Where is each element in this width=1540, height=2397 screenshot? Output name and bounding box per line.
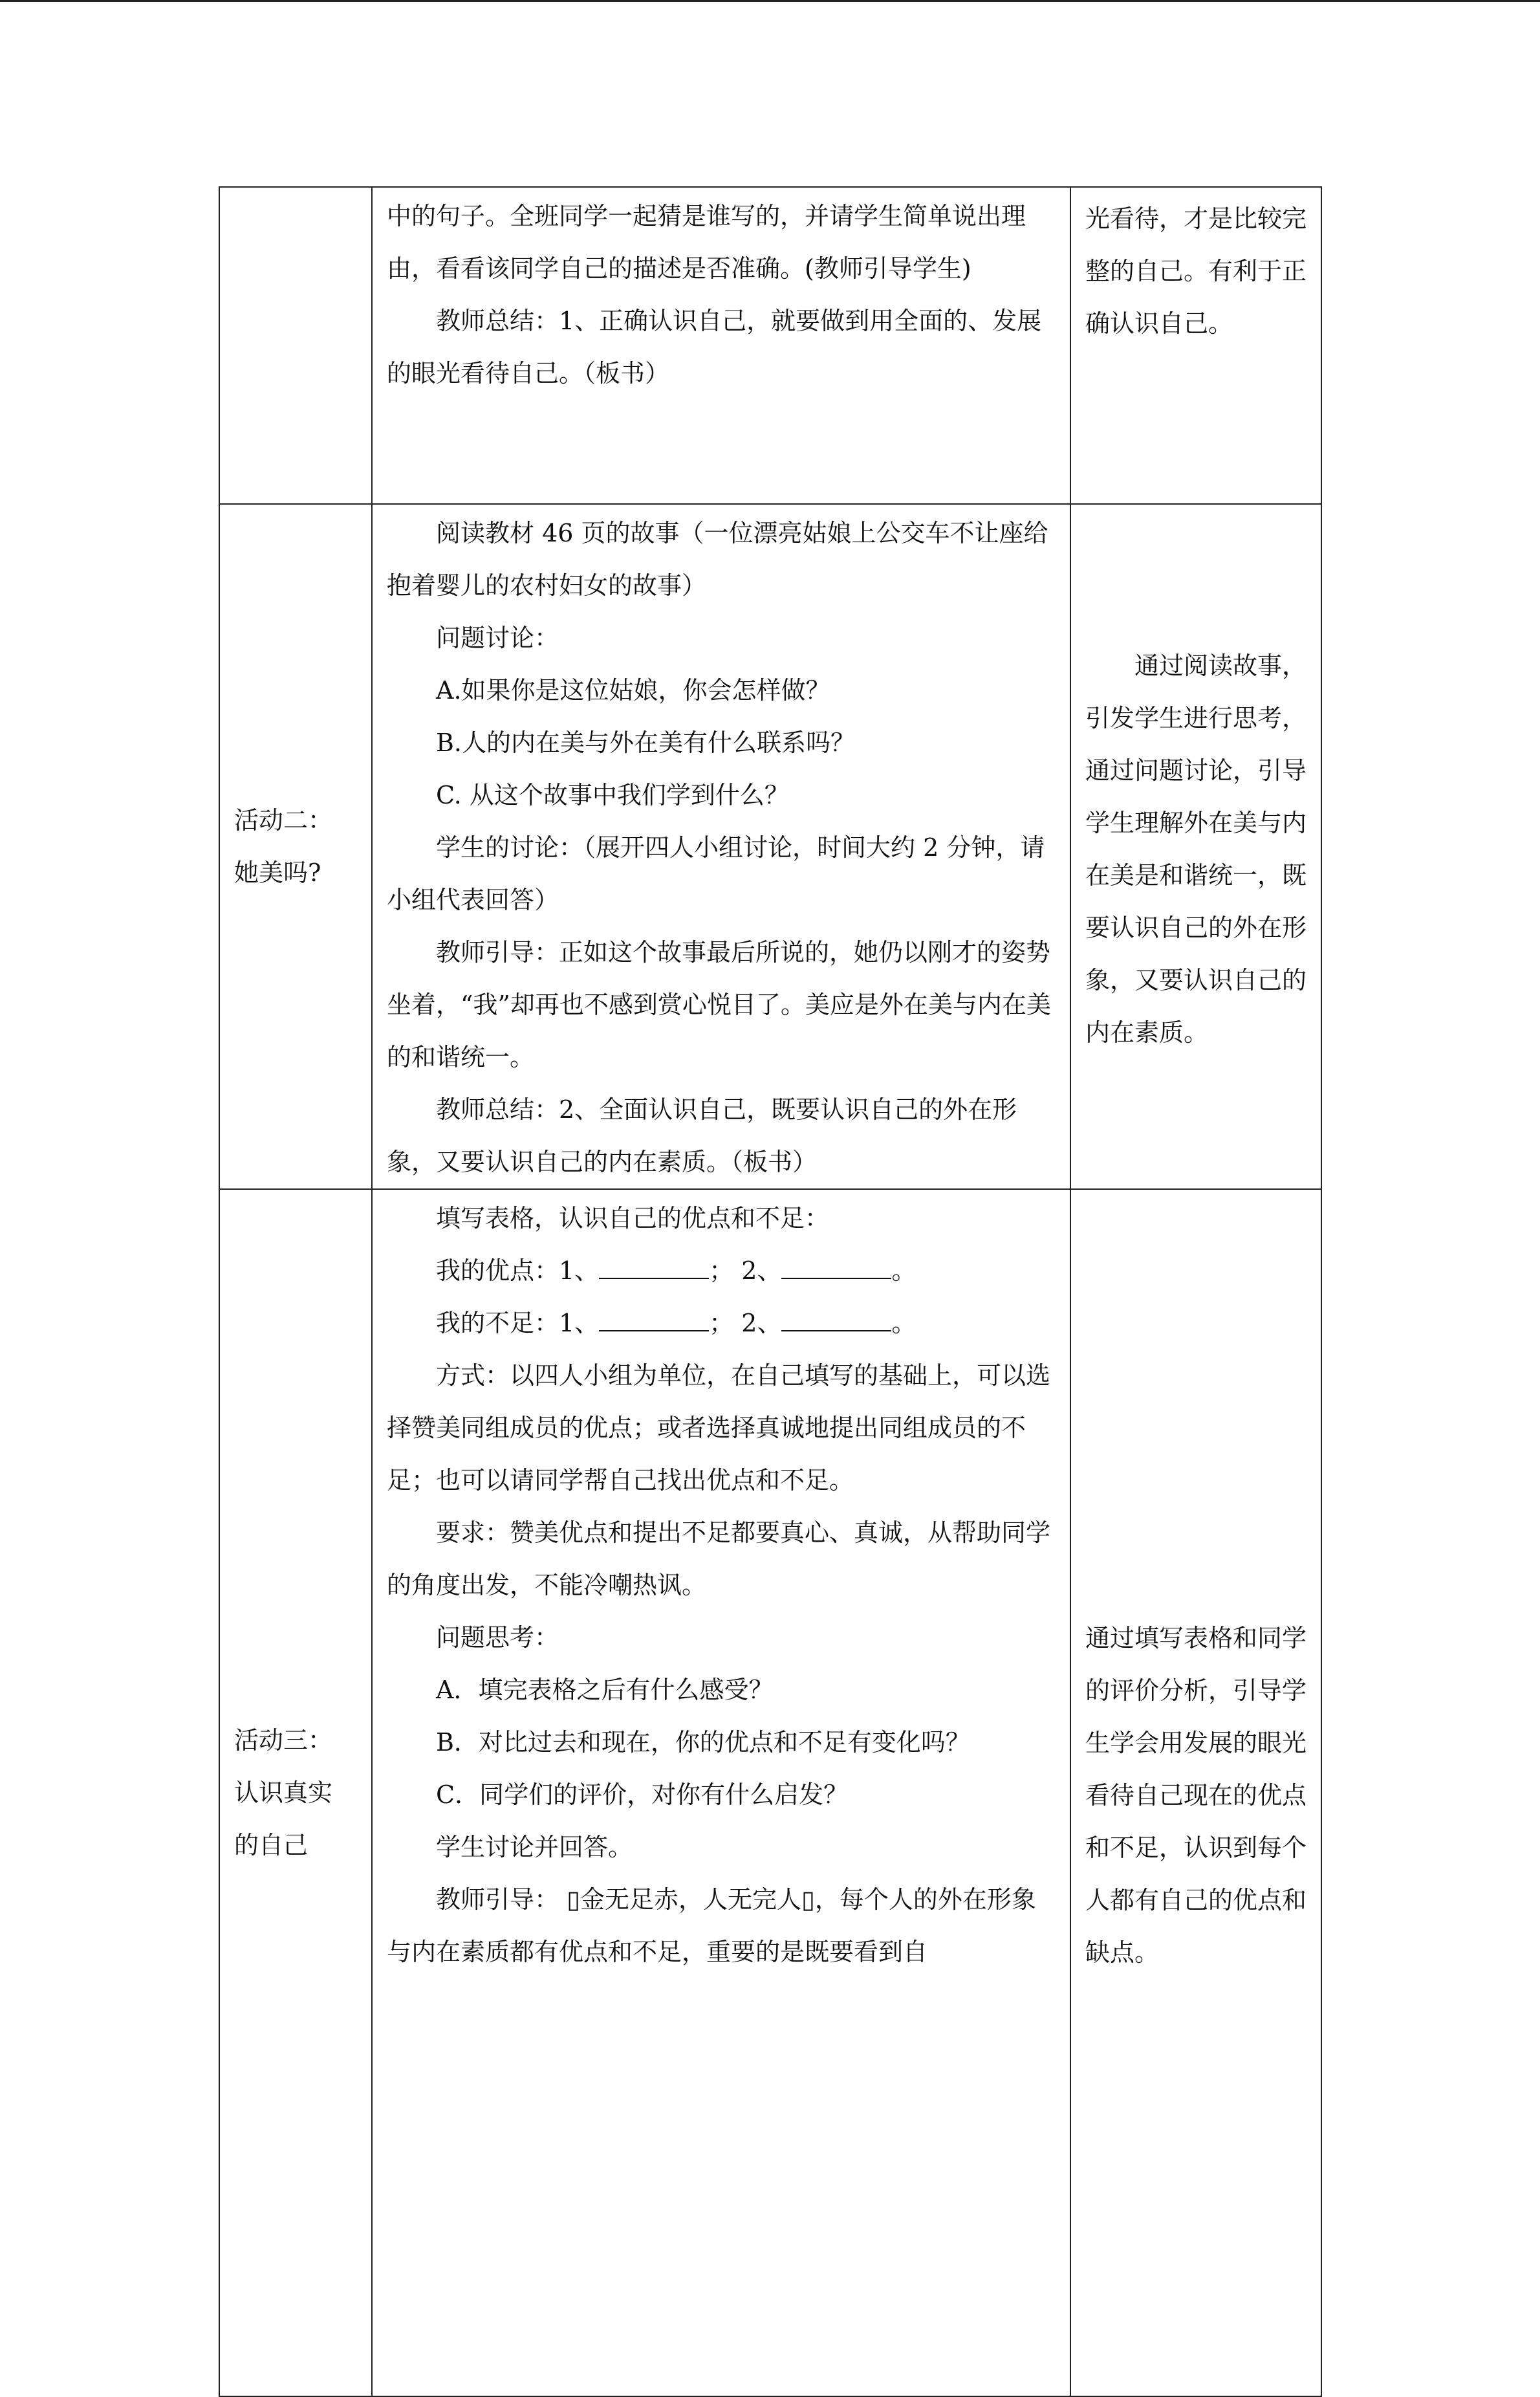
paragraph: B．对比过去和现在，你的优点和不足有变化吗？ xyxy=(436,1728,970,1757)
content-cell xyxy=(372,187,1070,504)
blank-field[interactable] xyxy=(599,1258,709,1279)
activity-title: 认识真实 xyxy=(234,1778,333,1807)
table-row xyxy=(219,187,1321,504)
paragraph: 方式：以四人小组为单位，在自己填写的基础上，可以选择赞美同组成员的优点；或者选择真诚地提出同组成员的不足；也可以请同学帮自己找出优点和不足。 xyxy=(387,1361,1051,1494)
activity-title: 的自己 xyxy=(234,1830,309,1859)
paragraph: 问题讨论： xyxy=(436,624,559,652)
paragraph: 教师引导： ▯金无足赤，人无完人▯，每个人的外在形象与内在素质都有优点和不足，重要的是既要看到自 xyxy=(387,1885,1036,1966)
content-cell xyxy=(372,1189,1070,2396)
paragraph: C．同学们的评价，对你有什么启发？ xyxy=(436,1780,849,1809)
page-top-border xyxy=(0,0,1540,2)
fill-line-strengths: 我的优点：1、 ； 2、 。 xyxy=(436,1256,916,1285)
activity-title: 活动二： xyxy=(234,805,333,835)
purpose-cell xyxy=(1070,187,1321,504)
paragraph: 阅读教材 46 页的故事（一位漂亮姑娘上公交车不让座给抱着婴儿的农村妇女的故事） xyxy=(387,519,1048,600)
activity-title: 她美吗? xyxy=(234,858,321,887)
paragraph: B.人的内在美与外在美有什么联系吗？ xyxy=(436,728,856,757)
paragraph: A．填完表格之后有什么感受？ xyxy=(436,1676,774,1704)
activity-title: 活动三： xyxy=(234,1725,333,1755)
fill-line-weaknesses: 我的不足：1、 ； 2、 。 xyxy=(436,1309,916,1337)
table-row xyxy=(219,1189,1321,2396)
paragraph: 教师总结：1、正确认识自己，就要做到用全面的、发展的眼光看待自己。（板书） xyxy=(387,307,1042,388)
paragraph: 填写表格，认识自己的优点和不足： xyxy=(436,1204,830,1232)
paragraph: 学生的讨论：（展开四人小组讨论，时间大约 2 分钟，请小组代表回答） xyxy=(387,833,1045,914)
blank-field[interactable] xyxy=(781,1258,891,1279)
content-cell xyxy=(372,504,1070,1189)
activity-cell xyxy=(219,1189,372,2396)
blank-field[interactable] xyxy=(599,1311,709,1331)
paragraph: 要求：赞美优点和提出不足都要真心、真诚，从帮助同学的角度出发，不能冷嘲热讽。 xyxy=(387,1518,1051,1599)
paragraph: 问题思考： xyxy=(436,1623,559,1652)
activity-cell xyxy=(219,504,372,1189)
purpose-text: 光看待，才是比较完整的自己。有利于正确认识自己。 xyxy=(1085,204,1307,338)
paragraph: 教师引导：正如这个故事最后所说的，她仍以刚才的姿势坐着，“我”却再也不感到赏心悦目了。美应是外在美与内在美的和谐统一。 xyxy=(387,938,1051,1071)
paragraph: 教师总结：2、全面认识自己，既要认识自己的外在形象，又要认识自己的内在素质。（板书） xyxy=(387,1095,1017,1176)
paragraph: C. 从这个故事中我们学到什么？ xyxy=(436,781,789,809)
purpose-cell xyxy=(1070,504,1321,1189)
paragraph: A.如果你是这位姑娘，你会怎样做？ xyxy=(436,676,830,705)
purpose-text: 通过填写表格和同学的评价分析，引导学生学会用发展的眼光看待自己现在的优点和不足，认识到每个人都有自己的优点和缺点。 xyxy=(1085,1623,1307,1967)
paragraph: 学生讨论并回答。 xyxy=(436,1833,633,1861)
blank-field[interactable] xyxy=(781,1311,891,1331)
lesson-plan-table xyxy=(219,186,1322,2397)
paragraph: 中的句子。全班同学一起猜是谁写的，并请学生简单说出理由，看看该同学自己的描述是否准确。(教师引导学生) xyxy=(387,202,1026,283)
table-row xyxy=(219,504,1321,1189)
activity-cell xyxy=(219,187,372,504)
purpose-cell xyxy=(1070,1189,1321,2396)
purpose-text: 通过阅读故事，引发学生进行思考，通过问题讨论，引导学生理解外在美与内在美是和谐统一，既要认识自己的外在形象，又要认识自己的内在素质。 xyxy=(1085,651,1307,1047)
